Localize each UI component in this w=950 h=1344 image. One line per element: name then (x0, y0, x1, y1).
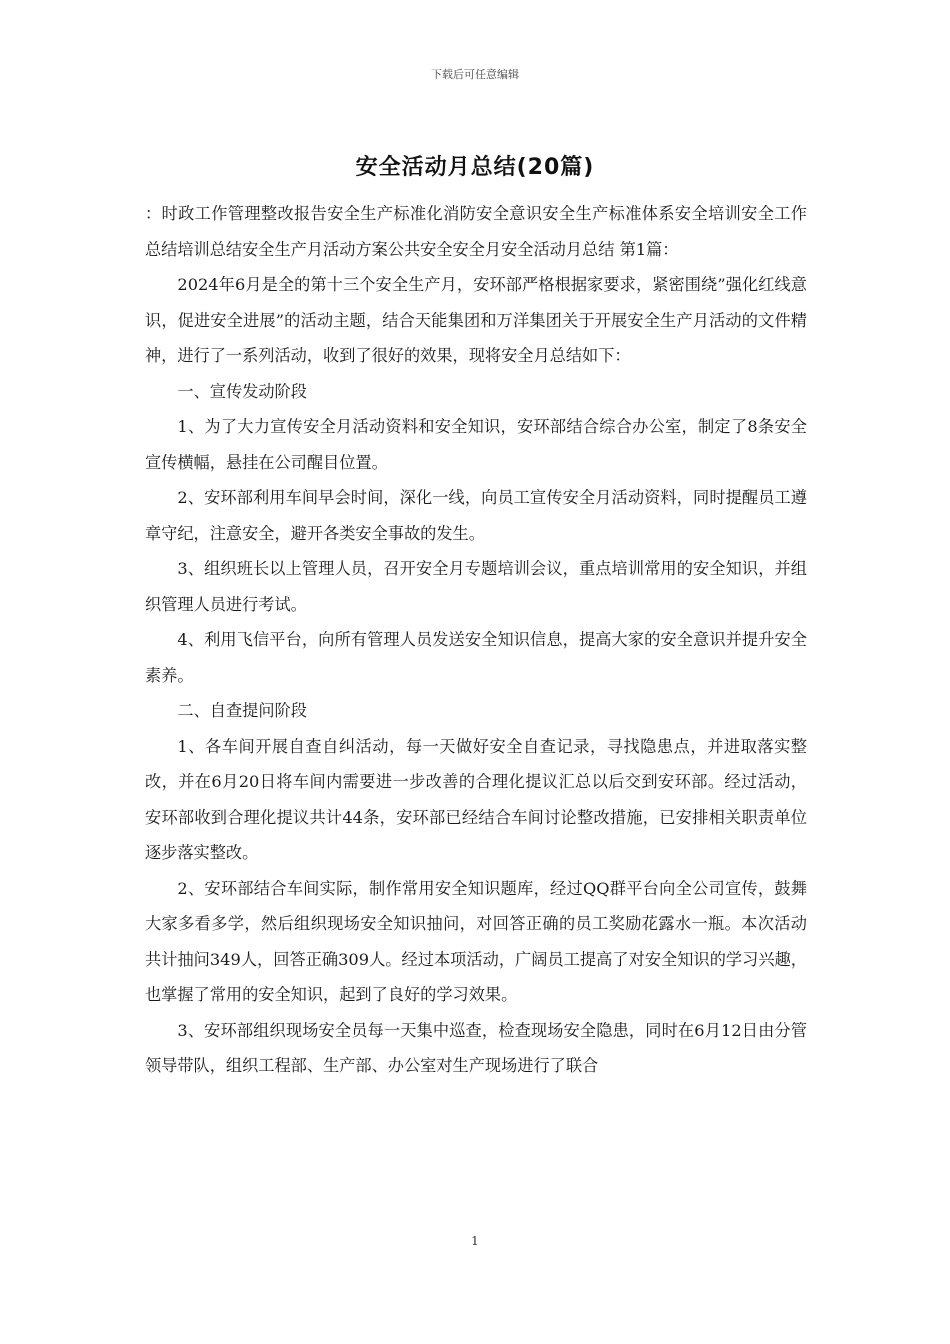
header-note: 下载后可任意编辑 (431, 68, 519, 81)
body-paragraph: 2、安环部结合车间实际，制作常用安全知识题库，经过QQ群平台向全公司宣传，鼓舞大家多看多学，然后组织现场安全知识抽问，对回答正确的员工奖励花露水一瓶。本次活动共计抽问349人，回答正确309人。经过本项活动，广阔员工提高了对安全知识的学习兴趣，也掌握了常用的安全知识，起到了良好的学习效果。 (145, 878, 807, 1004)
body-paragraph: 3、组织班长以上管理人员，召开安全月专题培训会议，重点培训常用的安全知识，并组织管理人员进行考试。 (145, 559, 807, 614)
body-paragraph: 1、为了大力宣传安全月活动资料和安全知识，安环部结合综合办公室，制定了8条安全宣传横幅，悬挂在公司醒目位置。 (145, 417, 807, 472)
body-paragraph: 2、安环部利用车间早会时间，深化一线，向员工宣传安全月活动资料，同时提醒员工遵章守纪，注意安全，避开各类安全事故的发生。 (145, 488, 807, 543)
section-heading: 二、自查提问阶段 (177, 701, 307, 720)
document-title: 安全活动月总结(20篇) (355, 155, 595, 180)
section-heading: 一、宣传发动阶段 (177, 381, 307, 401)
keywords-paragraph: ：时政工作管理整改报告安全生产标准化消防安全意识安全生产标准体系安全培训安全工作总结培训总结安全生产月活动方案公共安全安全月安全活动月总结 第1篇： (145, 204, 807, 259)
document-body (145, 196, 807, 1084)
page-number: 1 (471, 1234, 479, 1248)
body-paragraph: 1、各车间开展自查自纠活动，每一天做好安全自查记录，寻找隐患点，并进取落实整改，并在6月20日将车间内需要进一步改善的合理化提议汇总以后交到安环部。经过活动，安环部收到合理化提议共计44条，安环部已经结合车间讨论整改措施，已安排相关职责单位逐步落实整改。 (145, 736, 807, 862)
body-paragraph: 4、利用飞信平台，向所有管理人员发送安全知识信息，提高大家的安全意识并提升安全素养。 (145, 630, 807, 685)
intro-paragraph: 2024年6月是全的第十三个安全生产月，安环部严格根据家要求，紧密围绕”强化红线意识，促进安全进展”的活动主题，结合天能集团和万洋集团关于开展安全生产月活动的文件精神，进行了一系列活动，收到了很好的效果，现将安全月总结如下： (145, 275, 807, 365)
body-paragraph: 3、安环部组织现场安全员每一天集中巡查，检查现场安全隐患，同时在6月12日由分管领导带队，组织工程部、生产部、办公室对生产现场进行了联合 (145, 1020, 807, 1075)
